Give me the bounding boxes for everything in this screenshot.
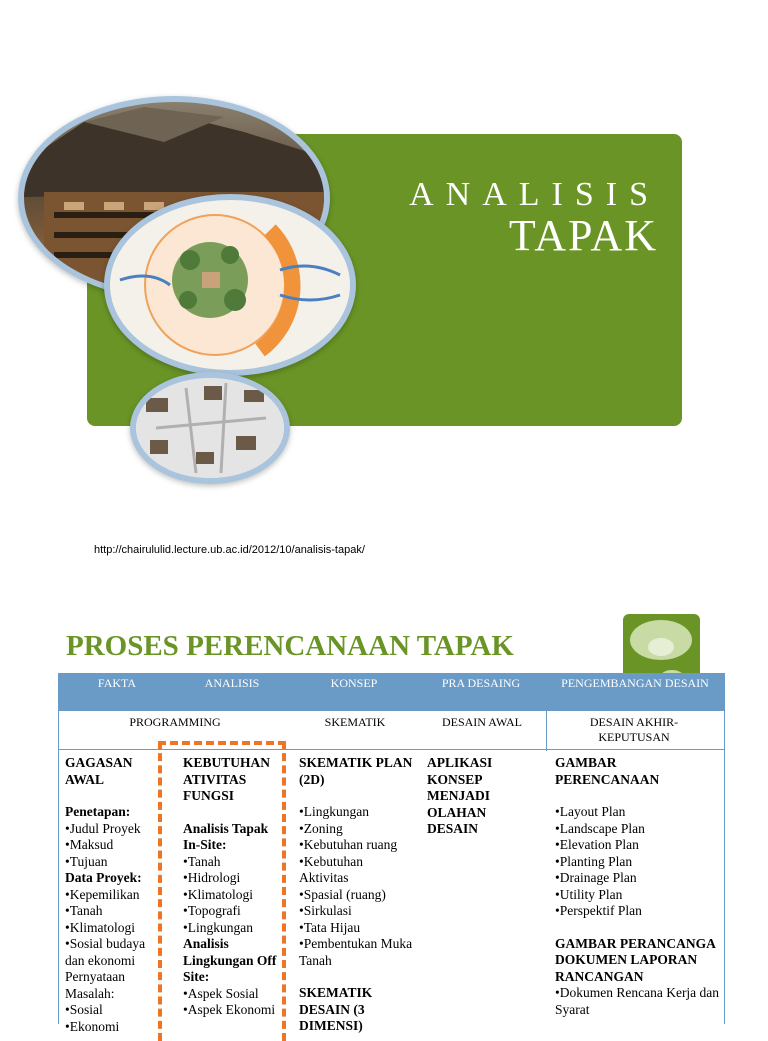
col1-pernyataan-masalah: Pernyataan Masalah: — [65, 969, 125, 1001]
list-item: •Hidrologi — [183, 870, 241, 885]
column-fakta — [65, 755, 161, 1035]
list-item: •Aspek Ekonomi — [183, 1002, 276, 1017]
header-konsep: KONSEP — [330, 676, 378, 690]
list-item: •Drainage Plan — [555, 870, 637, 885]
list-item: •Klimatologi — [183, 886, 253, 902]
header-fakta: FAKTA — [97, 676, 137, 690]
col1-subtitle-penetapan: Penetapan: — [65, 804, 131, 819]
title-line-tapak: TAPAK — [508, 211, 658, 260]
list-item: •Tata Hijau — [299, 919, 361, 935]
list-item: •Topografi — [183, 903, 241, 918]
table-header-row — [58, 673, 725, 710]
col3-title: SKEMATIK PLAN (2D) — [299, 755, 413, 787]
source-url: http://chairululid.lecture.ub.ac.id/2012/10/analisis-tapak/ — [94, 544, 365, 556]
phase-desain-akhir: DESAIN AKHIR-KEPUTUSAN — [589, 715, 679, 744]
list-item: •Sosial — [65, 1002, 103, 1017]
col2-subtitle-off-site: Analisis Lingkungan Off Site: — [183, 936, 277, 984]
list-item: •Kepemilikan — [65, 886, 140, 902]
col5-title: GAMBAR PERENCANAAN — [555, 755, 660, 787]
list-item: •Sirkulasi — [299, 903, 352, 918]
process-slide — [0, 600, 768, 1034]
list-item: •Lingkungan — [299, 804, 369, 819]
list-item: •Layout Plan — [555, 804, 626, 819]
header-analisis: ANALISIS — [204, 676, 260, 690]
list-item: •Ekonomi — [65, 1018, 120, 1034]
col2-title: KEBUTUHAN ATIVITAS FUNGSI — [183, 755, 271, 803]
list-item: •Tujuan — [65, 853, 108, 869]
list-item: •Lingkungan — [183, 919, 253, 935]
list-item: •Pembentukan Muka Tanah — [299, 936, 413, 968]
col5-subtitle-dokumen: GAMBAR PERANCANGA DOKUMEN LAPORAN RANCANGAN — [555, 935, 716, 984]
list-item: •Aspek Sosial — [183, 985, 259, 1001]
list-item: •Sosial budaya dan ekonomi — [65, 936, 146, 968]
site-analysis-diagram — [104, 194, 356, 376]
list-item: •Zoning — [299, 820, 343, 836]
list-item: •Kebutuhan ruang — [299, 837, 398, 852]
title-line-analisis: ANALISIS — [409, 176, 660, 213]
list-item: •Spasial (ruang) — [299, 886, 386, 902]
site-map-collage — [130, 372, 290, 484]
phase-skematik: SKEMATIK — [324, 715, 386, 729]
list-item: •Perspektif Plan — [555, 903, 642, 918]
header-pengembangan-desain: PENGEMBANGAN DESAIN — [561, 676, 709, 690]
col2-subtitle-in-site: Analisis Tapak In-Site: — [183, 820, 269, 852]
col4-title: APLIKASI KONSEP MENJADI OLAHAN DESAIN — [427, 755, 493, 836]
header-pra-desaing: PRA DESAING — [441, 676, 521, 690]
list-item: •Elevation Plan — [555, 837, 639, 852]
list-item: •Landscape Plan — [555, 820, 645, 836]
phase-desain-awal: DESAIN AWAL — [441, 715, 523, 729]
col1-subtitle-data-proyek: Data Proyek: — [65, 870, 142, 885]
column-konsep — [299, 755, 415, 1035]
list-item: •Klimatologi — [65, 919, 135, 935]
list-item: •Tanah — [183, 853, 221, 869]
list-item: •Utility Plan — [555, 886, 623, 902]
slide-title: PROSES PERENCANAAN TAPAK — [66, 630, 514, 662]
col1-title: GAGASAN AWAL — [65, 755, 133, 787]
column-pengembangan — [555, 755, 723, 1018]
list-item: •Planting Plan — [555, 853, 633, 869]
col3-subtitle-skematik-desain: SKEMATIK DESAIN (3 DIMENSI) — [299, 985, 373, 1033]
list-item: •Judul Proyek — [65, 820, 141, 836]
phase-divider — [546, 711, 547, 751]
analysis-highlight-box — [158, 741, 286, 1041]
list-item: •Dokumen Rencana Kerja dan Syarat — [555, 985, 720, 1017]
list-item: •Maksud — [65, 837, 114, 852]
column-pra-desaing — [427, 755, 537, 838]
list-item: •Kebutuhan Aktivitas — [299, 853, 363, 885]
phase-programming: PROGRAMMING — [129, 715, 221, 729]
list-item: •Tanah — [65, 903, 103, 918]
